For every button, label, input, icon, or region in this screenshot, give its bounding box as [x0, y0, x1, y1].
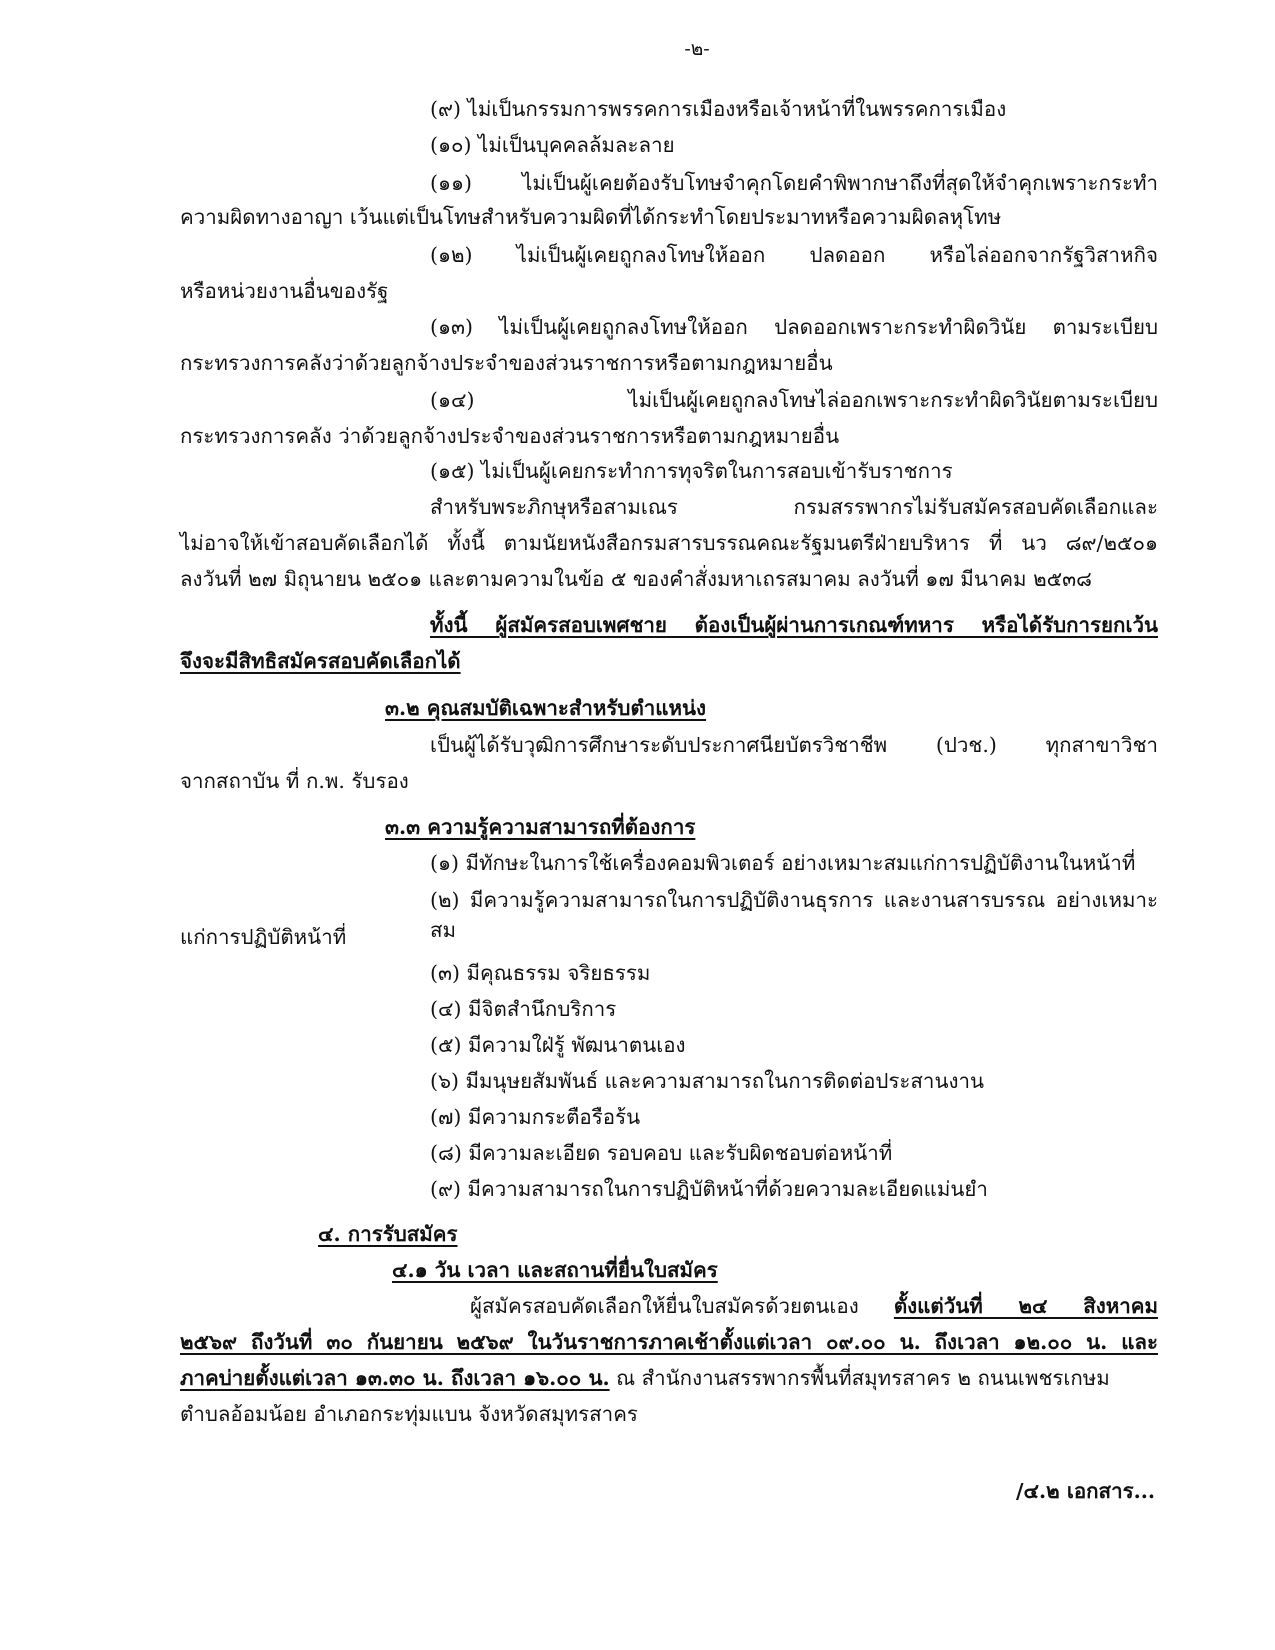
qualification-item: (๙) ไม่เป็นกรรมการพรรคการเมืองหรือเจ้าหน้าที่ในพรรคการเมือง — [430, 97, 1007, 121]
military-note-continued: จึงจะมีสิทธิสมัครสอบคัดเลือกได้ — [180, 649, 461, 673]
qualification-item: (๑๔) ไม่เป็นผู้เคยถูกลงโทษไล่ออกเพราะกระทำผิดวินัยตามระเบียบ — [430, 388, 1158, 412]
section-3-2-text-continued: จากสถาบัน ที่ ก.พ. รับรอง — [180, 769, 409, 793]
application-location-line — [180, 1363, 1158, 1393]
application-start-date: ตั้งแต่วันที่ ๒๔ สิงหาคม — [893, 1294, 1158, 1318]
qualification-item: (๑๕) ไม่เป็นผู้เคยกระทำการทุจริตในการสอบเข้ารับราชการ — [430, 459, 953, 483]
qualification-item-continued: กระทรวงการคลัง ว่าด้วยลูกจ้างประจำของส่วนราชการหรือตามกฎหมายอื่น — [180, 424, 840, 448]
qualification-item-continued: ความผิดทางอาญา เว้นแต่เป็นโทษสำหรับความผิดที่ได้กระทำโดยประมาทหรือความผิดลหุโทษ — [180, 205, 1002, 229]
monk-note-continued: ไม่อาจให้เข้าสอบคัดเลือกได้ ทั้งนี้ ตามนัยหนังสือกรมสารบรรณคณะรัฐมนตรีฝ่ายบริหาร ที่ นว ๘๙/๒๕๐๑ — [180, 531, 1158, 555]
skill-item: (๖) มีมนุษยสัมพันธ์ และความสามารถในการติดต่อประสานงาน — [430, 1069, 984, 1093]
skill-item: (๔) มีจิตสำนึกบริการ — [430, 997, 617, 1021]
skill-item: (๑) มีทักษะในการใช้เครื่องคอมพิวเตอร์ อย่างเหมาะสมแก่การปฏิบัติงานในหน้าที่ — [430, 851, 1136, 875]
continuation-marker: /๔.๒ เอกสาร... — [1016, 1479, 1155, 1503]
qualification-item-continued: หรือหน่วยงานอื่นของรัฐ — [180, 279, 389, 303]
qualification-item-continued: กระทรวงการคลังว่าด้วยลูกจ้างประจำของส่วนราชการหรือตามกฎหมายอื่น — [180, 351, 833, 375]
skill-item: (๒) มีความรู้ความสามารถในการปฏิบัติงานธุรการ และงานสารบรรณ อย่างเหมาะสม — [430, 888, 1158, 942]
skill-item: (๘) มีความละเอียด รอบคอบ และรับผิดชอบต่อหน้าที่ — [430, 1141, 893, 1165]
skill-item-continued: แก่การปฏิบัติหน้าที่ — [180, 925, 347, 949]
application-location-continued: ตำบลอ้อมน้อย อำเภอกระทุ่มแบน จังหวัดสมุทรสาคร — [180, 1402, 638, 1426]
skill-item: (๕) มีความใฝ่รู้ พัฒนาตนเอง — [430, 1033, 686, 1057]
application-text: ผู้สมัครสอบคัดเลือกให้ยื่นใบสมัครด้วยตนเอง — [470, 1294, 859, 1318]
qualification-item: (๑๑) ไม่เป็นผู้เคยต้องรับโทษจำคุกโดยคำพิพากษาถึงที่สุดให้จำคุกเพราะกระทำ — [430, 171, 1158, 195]
application-period: ๒๕๖๙ ถึงวันที่ ๓๐ กันยายน ๒๕๖๙ ในวันราชการภาคเช้าตั้งแต่เวลา ๐๙.๐๐ น. ถึงเวลา ๑๒.๐๐ น. และ — [180, 1330, 1158, 1354]
application-line — [470, 1291, 1158, 1321]
qualification-item: (๑๐) ไม่เป็นบุคคลล้มละลาย — [430, 133, 675, 157]
application-afternoon-time: ภาคบ่ายตั้งแต่เวลา ๑๓.๓๐ น. ถึงเวลา ๑๖.๐๐ น. — [180, 1366, 610, 1390]
application-location: ณ สำนักงานสรรพากรพื้นที่สมุทรสาคร ๒ ถนนเพชรเกษม — [609, 1366, 1110, 1390]
skill-item: (๗) มีความกระตือรือร้น — [430, 1105, 641, 1129]
section-3-3-heading: ๓.๓ ความรู้ความสามารถที่ต้องการ — [385, 815, 696, 839]
page-number: -๒- — [684, 38, 710, 60]
skill-item: (๙) มีความสามารถในการปฏิบัติหน้าที่ด้วยความละเอียดแม่นยำ — [430, 1177, 988, 1201]
monk-note-continued: ลงวันที่ ๒๗ มิถุนายน ๒๕๐๑ และตามความในข้อ ๕ ของคำสั่งมหาเถรสมาคม ลงวันที่ ๑๗ มีนาคม ๒๕๓๘ — [180, 567, 1092, 591]
section-4-1-heading: ๔.๑ วัน เวลา และสถานที่ยื่นใบสมัคร — [392, 1258, 718, 1282]
military-note: ทั้งนี้ ผู้สมัครสอบเพศชาย ต้องเป็นผู้ผ่านการเกณฑ์ทหาร หรือได้รับการยกเว้น — [430, 613, 1158, 637]
qualification-item: (๑๓) ไม่เป็นผู้เคยถูกลงโทษให้ออก ปลดออกเพราะกระทำผิดวินัย ตามระเบียบ — [430, 315, 1158, 339]
section-4-heading: ๔. การรับสมัคร — [318, 1222, 458, 1246]
section-3-2-text: เป็นผู้ได้รับวุฒิการศึกษาระดับประกาศนียบัตรวิชาชีพ (ปวช.) ทุกสาขาวิชา — [430, 733, 1158, 757]
monk-note: สำหรับพระภิกษุหรือสามเณร กรมสรรพากรไม่รับสมัครสอบคัดเลือกและ — [430, 495, 1158, 519]
section-3-2-heading: ๓.๒ คุณสมบัติเฉพาะสำหรับตำแหน่ง — [385, 696, 707, 720]
skill-item: (๓) มีคุณธรรม จริยธรรม — [430, 961, 651, 985]
qualification-item: (๑๒) ไม่เป็นผู้เคยถูกลงโทษให้ออก ปลดออก หรือไล่ออกจากรัฐวิสาหกิจ — [430, 243, 1158, 267]
